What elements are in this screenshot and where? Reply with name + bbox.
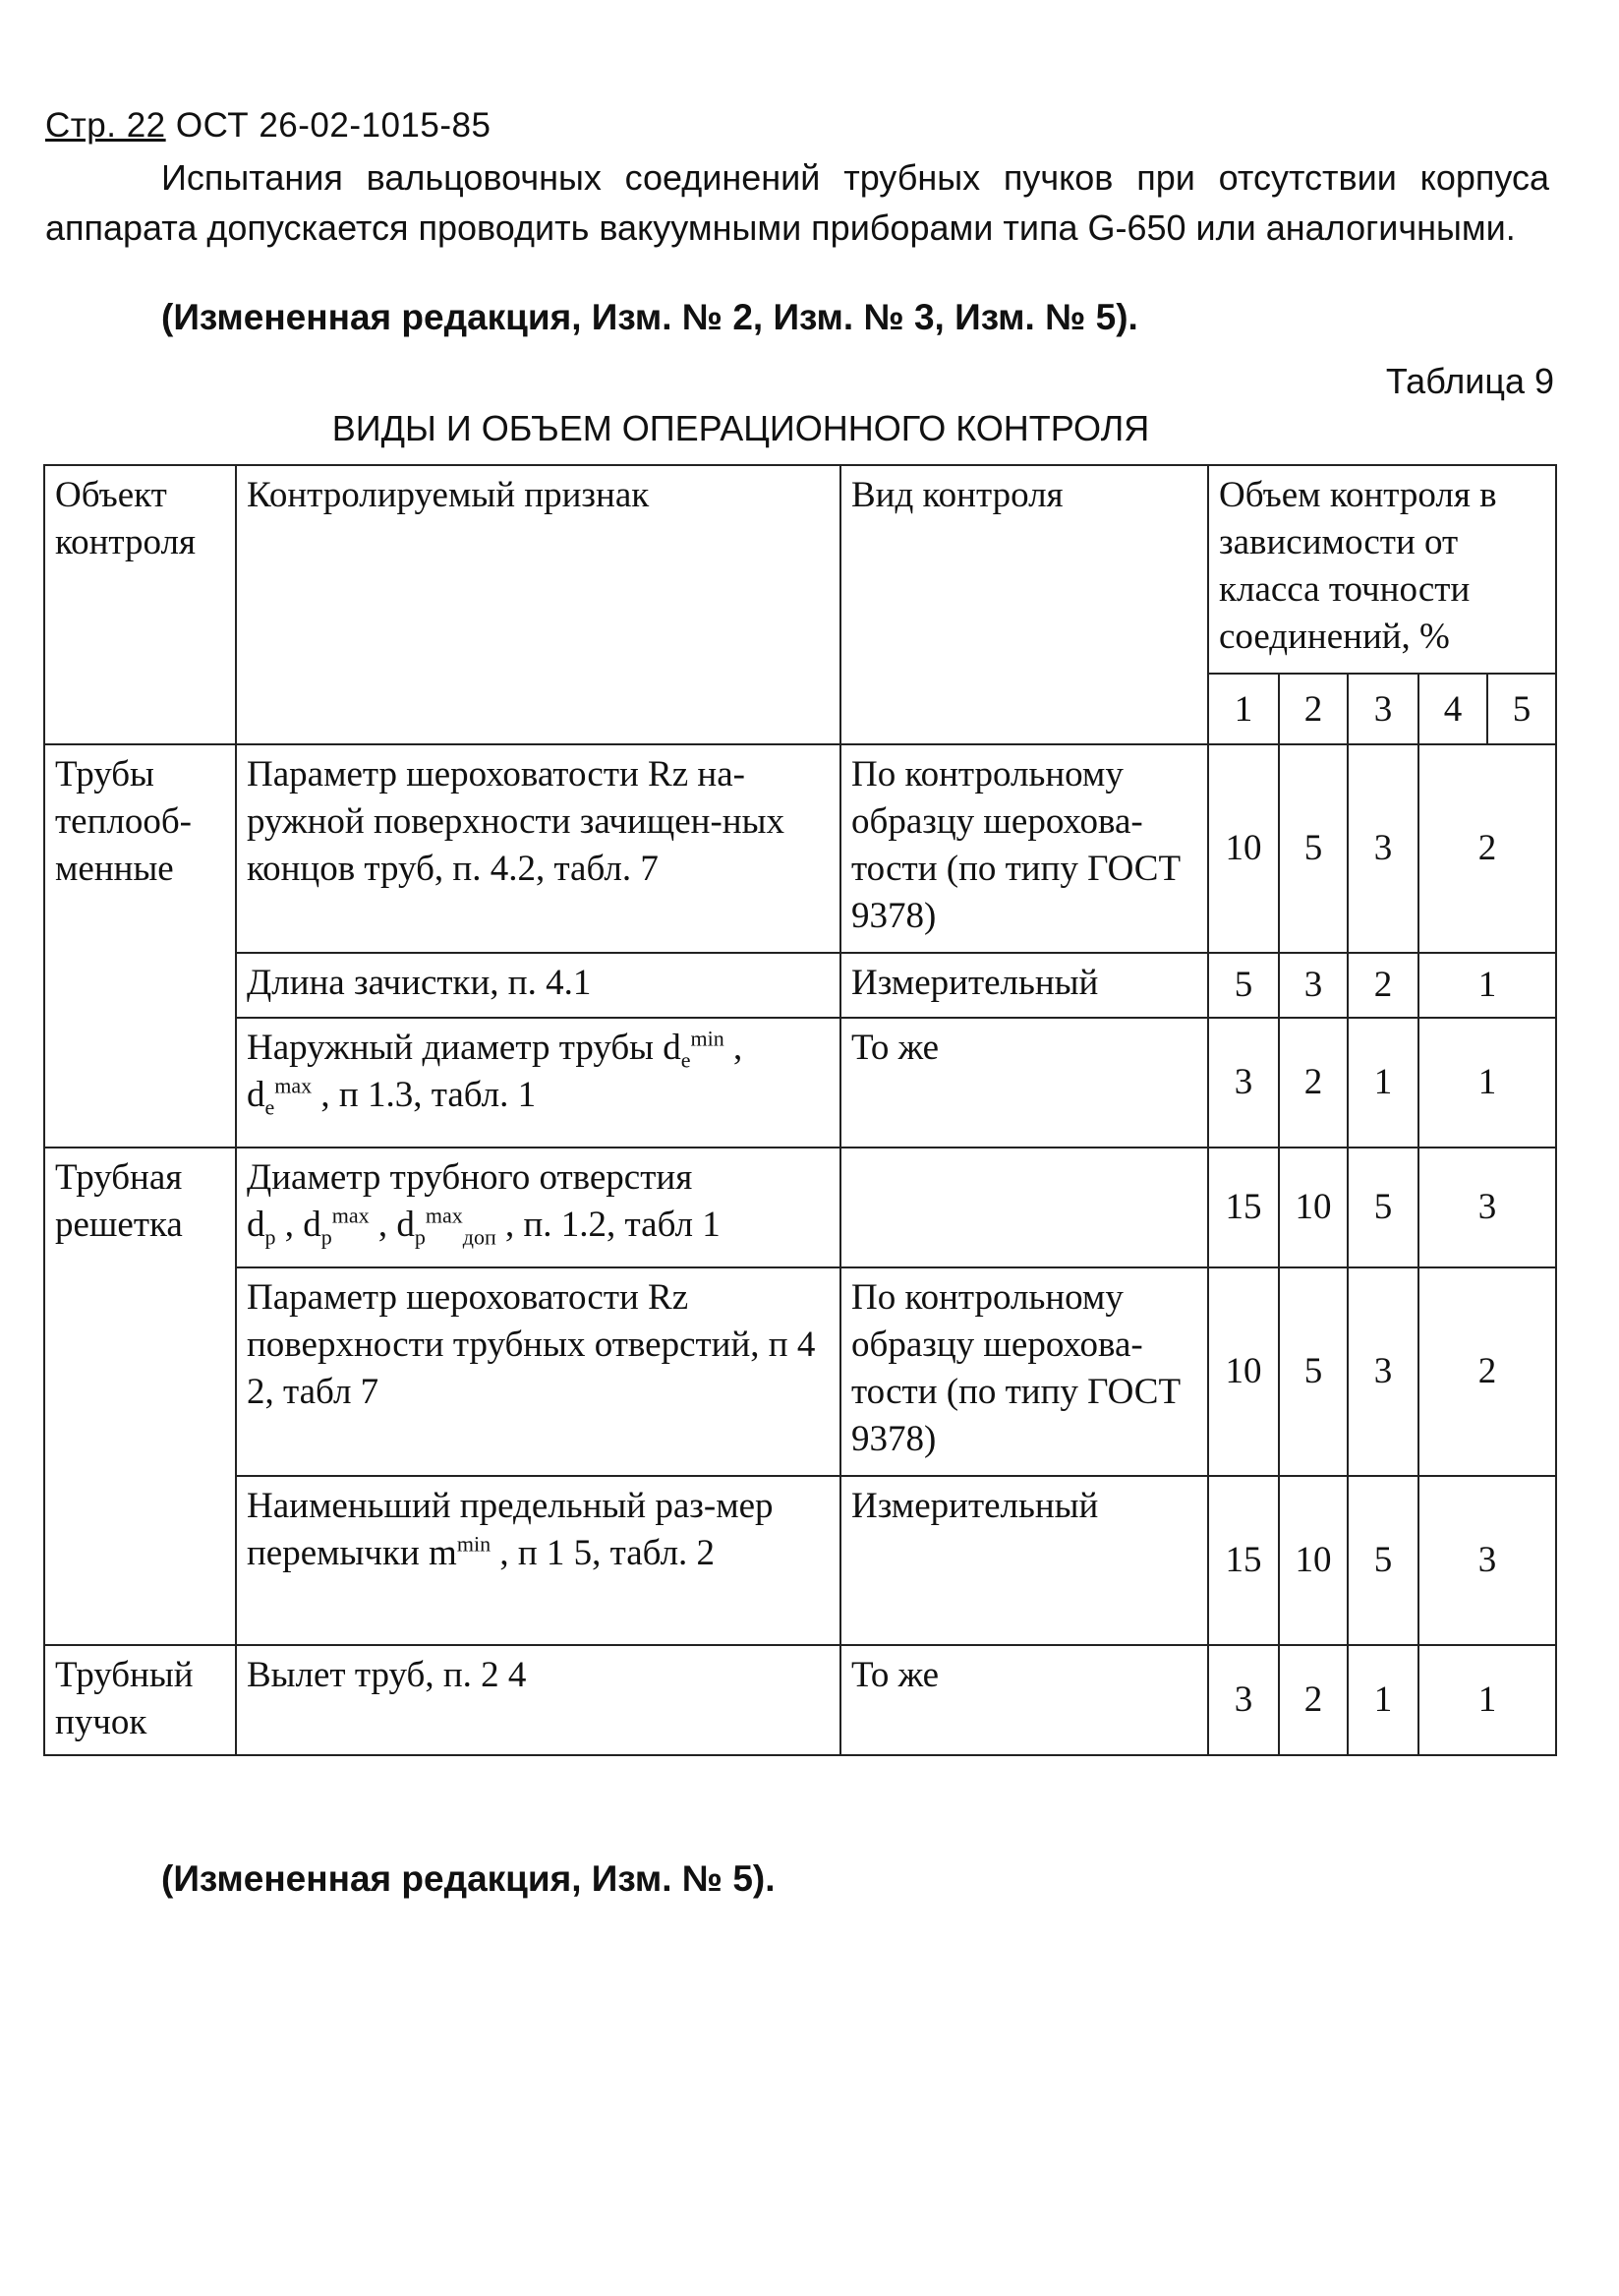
value-class-2: 3	[1279, 953, 1348, 1018]
value-class-1: 15	[1208, 1476, 1279, 1645]
value-class-4-5: 2	[1418, 1267, 1556, 1476]
value-class-4-5: 1	[1418, 953, 1556, 1018]
value-class-2: 5	[1279, 744, 1348, 953]
kind-cell: Измерительный	[840, 953, 1208, 1018]
table-title	[0, 408, 1619, 449]
value-class-3: 1	[1348, 1645, 1418, 1755]
value-class-1: 10	[1208, 744, 1279, 953]
table-header-row	[44, 465, 1556, 674]
kind-cell: По контрольному образцу шерохова-тости (по типу ГОСТ 9378)	[840, 744, 1208, 953]
object-cell: Трубы теплооб-менные	[44, 744, 236, 1148]
table-row	[44, 1267, 1556, 1476]
table-row	[44, 1018, 1556, 1148]
object-cell: Трубная решетка	[44, 1148, 236, 1645]
value-class-2: 10	[1279, 1148, 1348, 1267]
value-class-4-5: 1	[1418, 1018, 1556, 1148]
header-volume: Объем контроля в зависимости от класса точности соединений, %	[1208, 465, 1556, 674]
table-row	[44, 953, 1556, 1018]
value-class-3: 3	[1348, 1267, 1418, 1476]
value-class-1: 3	[1208, 1645, 1279, 1755]
value-class-2: 2	[1279, 1018, 1348, 1148]
class-5: 5	[1487, 674, 1556, 744]
kind-cell: То же	[840, 1645, 1208, 1755]
paragraph-text: Испытания вальцовочных соединений трубных пучков при отсутствии корпуса аппарата допускается проводить вакуумными приборами типа G-650 или аналогичными.	[45, 157, 1549, 248]
feature-cell: Наименьший предельный раз-мер перемычки $m^{min}$ , п 1 5, табл. 2	[236, 1476, 840, 1645]
kind-cell	[840, 1148, 1208, 1267]
class-4: 4	[1418, 674, 1487, 744]
value-class-2: 5	[1279, 1267, 1348, 1476]
header-feature: Контролируемый признак	[236, 465, 840, 744]
page-number: Стр. 22	[45, 106, 166, 145]
value-class-4-5: 2	[1418, 744, 1556, 953]
kind-cell: Измерительный	[840, 1476, 1208, 1645]
value-class-3: 5	[1348, 1476, 1418, 1645]
feature-cell: Длина зачистки, п. 4.1	[236, 953, 840, 1018]
table-row	[44, 1476, 1556, 1645]
class-3: 3	[1348, 674, 1418, 744]
value-class-2: 2	[1279, 1645, 1348, 1755]
value-class-1: 10	[1208, 1267, 1279, 1476]
table-number: Таблица 9	[1385, 361, 1554, 401]
kind-cell: По контрольному образцу шерохова-тости (по типу ГОСТ 9378)	[840, 1267, 1208, 1476]
value-class-4-5: 3	[1418, 1148, 1556, 1267]
header-kind: Вид контроля	[840, 465, 1208, 744]
change-note-1: (Измененная редакция, Изм. № 2, Изм. № 3, Изм. № 5).	[161, 297, 1138, 337]
table-row	[44, 1645, 1556, 1755]
feature-cell: Параметр шероховатости Rz поверхности трубных отверстий, п 4 2, табл 7	[236, 1267, 840, 1476]
feature-cell: Вылет труб, п. 2 4	[236, 1645, 840, 1755]
kind-cell: То же	[840, 1018, 1208, 1148]
value-class-1: 5	[1208, 953, 1279, 1018]
control-table	[43, 464, 1557, 1756]
feature-cell: Наружный диаметр трубы $d_e^{min}$ , $d_e^{max}$ , п 1.3, табл. 1	[236, 1018, 840, 1148]
value-class-2: 10	[1279, 1476, 1348, 1645]
value-class-3: 2	[1348, 953, 1418, 1018]
value-class-3: 1	[1348, 1018, 1418, 1148]
document-code: ОСТ 26-02-1015-85	[175, 106, 491, 145]
value-class-1: 3	[1208, 1018, 1279, 1148]
value-class-3: 3	[1348, 744, 1418, 953]
page-header	[45, 106, 491, 146]
class-1: 1	[1208, 674, 1279, 744]
value-class-4-5: 3	[1418, 1476, 1556, 1645]
table-title-text: ВИДЫ И ОБЪЕМ ОПЕРАЦИОННОГО КОНТРОЛЯ	[331, 408, 1150, 448]
header-object: Объект контроля	[44, 465, 236, 744]
value-class-3: 5	[1348, 1148, 1418, 1267]
body-paragraph	[45, 152, 1549, 253]
feature-cell: Диаметр трубного отверстия $d_p$ , $d_p^{max}$ , $d_p^{max}_{доп}$ , п. 1.2, табл 1	[236, 1148, 840, 1267]
table-row	[44, 1148, 1556, 1267]
change-note-2: (Измененная редакция, Изм. № 5).	[161, 1858, 776, 1899]
value-class-4-5: 1	[1418, 1645, 1556, 1755]
object-cell: Трубный пучок	[44, 1645, 236, 1755]
feature-cell: Параметр шероховатости Rz на-ружной поверхности зачищен-ных концов труб, п. 4.2, табл. 7	[236, 744, 840, 953]
table-row	[44, 744, 1556, 953]
class-2: 2	[1279, 674, 1348, 744]
value-class-1: 15	[1208, 1148, 1279, 1267]
